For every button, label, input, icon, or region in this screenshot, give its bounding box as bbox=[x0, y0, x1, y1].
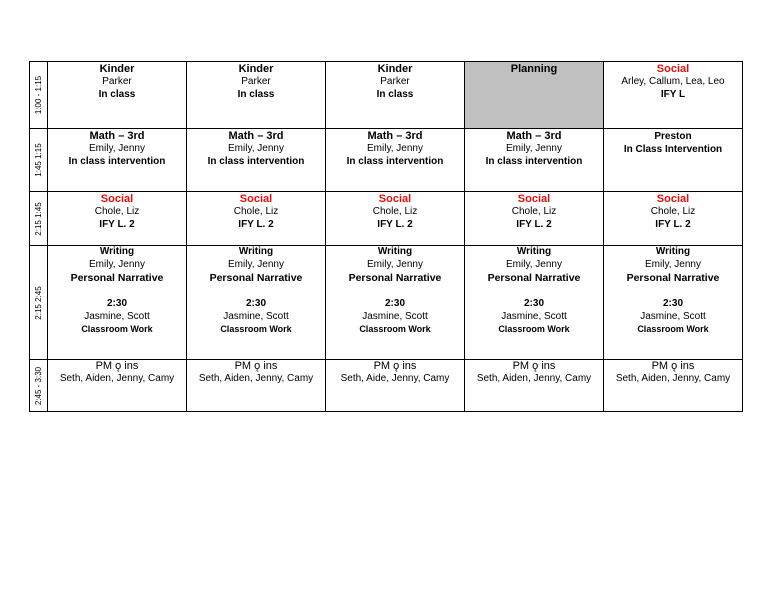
cell-title: Social bbox=[656, 63, 690, 75]
cell-note: In class intervention bbox=[485, 155, 583, 167]
cell-title: Social bbox=[656, 193, 690, 205]
cell-names: Chole, Liz bbox=[372, 206, 418, 217]
schedule-cell bbox=[48, 62, 187, 129]
cell-title: Writing bbox=[655, 246, 691, 257]
cell-names-2: Jasmine, Scott bbox=[501, 310, 567, 322]
cell-title: Social bbox=[517, 193, 551, 205]
schedule-cell bbox=[326, 360, 465, 412]
cell-names: Parker bbox=[380, 76, 410, 87]
cell-time: 2:30 bbox=[384, 298, 405, 309]
time-label: 2:15 2:45 bbox=[30, 246, 48, 360]
cell-title: PM ǫ ins bbox=[234, 360, 278, 372]
cell-title: PM ǫ ins bbox=[95, 360, 139, 372]
schedule-cell bbox=[187, 192, 326, 246]
cell-title: PM ǫ ins bbox=[512, 360, 556, 372]
time-label: 1:00 - 1:15 bbox=[30, 62, 48, 129]
cell-note: In class intervention bbox=[207, 155, 305, 167]
cell-note: Personal Narrative bbox=[70, 272, 164, 284]
cell-time: 2:30 bbox=[106, 298, 127, 309]
planning-cell bbox=[465, 62, 604, 129]
cell-note: Personal Narrative bbox=[209, 272, 303, 284]
schedule-cell bbox=[326, 129, 465, 192]
cell-note: IFY L. 2 bbox=[655, 218, 691, 230]
time-label: 2:45 - 3:30 bbox=[30, 360, 48, 412]
schedule-cell bbox=[187, 62, 326, 129]
cell-title: Social bbox=[100, 193, 134, 205]
cell-time: 2:30 bbox=[245, 298, 266, 309]
schedule-cell bbox=[326, 192, 465, 246]
cell-note: Personal Narrative bbox=[487, 272, 581, 284]
schedule-cell bbox=[604, 360, 743, 412]
cell-title: Writing bbox=[238, 246, 274, 257]
cell-names: Emily, Jenny bbox=[367, 143, 423, 154]
cell-names: Parker bbox=[102, 76, 132, 87]
cell-title: Math – 3rd bbox=[89, 130, 145, 142]
cell-names: Seth, Aide, Jenny, Camy bbox=[340, 372, 450, 384]
time-label: 2:15 1:45 bbox=[30, 192, 48, 246]
cell-note: IFY L. 2 bbox=[238, 218, 274, 230]
cell-names: Emily, Jenny bbox=[228, 258, 284, 270]
cell-names: Arley, Callum, Lea, Leo bbox=[621, 76, 725, 87]
cell-names: Seth, Aiden, Jenny, Camy bbox=[198, 372, 314, 384]
schedule-cell bbox=[187, 129, 326, 192]
cell-names: Emily, Jenny bbox=[645, 258, 701, 270]
schedule-cell bbox=[326, 62, 465, 129]
cell-note: IFY L. 2 bbox=[99, 218, 135, 230]
schedule-row-3 bbox=[30, 192, 743, 246]
cell-note-2: Classroom Work bbox=[220, 324, 292, 334]
cell-names: Seth, Aiden, Jenny, Camy bbox=[59, 372, 175, 384]
cell-title: Planning bbox=[510, 63, 558, 75]
cell-names: Emily, Jenny bbox=[367, 258, 423, 270]
cell-title: Social bbox=[378, 193, 412, 205]
schedule-row-1 bbox=[30, 62, 743, 129]
schedule-cell bbox=[465, 192, 604, 246]
time-label: 1:45 1:15 bbox=[30, 129, 48, 192]
schedule-row-2 bbox=[30, 129, 743, 192]
cell-note: IFY L. 2 bbox=[516, 218, 552, 230]
cell-names-2: Jasmine, Scott bbox=[362, 310, 428, 322]
cell-note: Personal Narrative bbox=[348, 272, 442, 284]
schedule-cell bbox=[187, 360, 326, 412]
cell-note: In class intervention bbox=[346, 155, 444, 167]
cell-names: Emily, Jenny bbox=[228, 143, 284, 154]
cell-names: Parker bbox=[241, 76, 271, 87]
cell-time: 2:30 bbox=[523, 298, 544, 309]
cell-note-2: Classroom Work bbox=[637, 324, 709, 334]
cell-note: Personal Narrative bbox=[626, 272, 720, 284]
schedule-cell bbox=[604, 246, 743, 360]
cell-names-2: Jasmine, Scott bbox=[640, 310, 706, 322]
cell-names: Emily, Jenny bbox=[89, 143, 145, 154]
cell-title: Math – 3rd bbox=[367, 130, 423, 142]
cell-names: Emily, Jenny bbox=[89, 258, 145, 270]
cell-names: Chole, Liz bbox=[94, 206, 140, 217]
cell-note: In class bbox=[98, 88, 136, 100]
schedule-cell bbox=[465, 246, 604, 360]
cell-names: Emily, Jenny bbox=[506, 258, 562, 270]
schedule-cell bbox=[604, 129, 743, 192]
cell-title: Kinder bbox=[377, 63, 413, 75]
schedule-cell bbox=[604, 62, 743, 129]
schedule-cell bbox=[604, 192, 743, 246]
cell-title: Writing bbox=[377, 246, 413, 257]
cell-title: Math – 3rd bbox=[506, 130, 562, 142]
schedule-cell bbox=[465, 360, 604, 412]
cell-note-2: Classroom Work bbox=[498, 324, 570, 334]
cell-title: Kinder bbox=[238, 63, 274, 75]
schedule-cell bbox=[48, 246, 187, 360]
cell-note: In Class Intervention bbox=[623, 143, 723, 155]
cell-note: In class intervention bbox=[68, 155, 166, 167]
cell-note-2: Classroom Work bbox=[81, 324, 153, 334]
schedule-cell bbox=[48, 192, 187, 246]
schedule-cell bbox=[48, 129, 187, 192]
cell-note: In class bbox=[376, 88, 414, 100]
cell-title: PM ǫ ins bbox=[373, 360, 417, 372]
cell-title: Social bbox=[239, 193, 273, 205]
cell-names: Chole, Liz bbox=[650, 206, 696, 217]
schedule-cell bbox=[465, 129, 604, 192]
cell-names: Seth, Aiden, Jenny, Camy bbox=[615, 372, 731, 384]
cell-note-2: Classroom Work bbox=[359, 324, 431, 334]
schedule-row-4 bbox=[30, 246, 743, 360]
cell-note: IFY L bbox=[660, 88, 686, 100]
schedule-row-5 bbox=[30, 360, 743, 412]
cell-note: IFY L. 2 bbox=[377, 218, 413, 230]
schedule-cell bbox=[326, 246, 465, 360]
schedule-cell bbox=[187, 246, 326, 360]
cell-title: PM ǫ ins bbox=[651, 360, 695, 372]
cell-names: Chole, Liz bbox=[511, 206, 557, 217]
cell-title: Math – 3rd bbox=[228, 130, 284, 142]
cell-names-2: Jasmine, Scott bbox=[223, 310, 289, 322]
cell-title: Writing bbox=[99, 246, 135, 257]
cell-names-2: Jasmine, Scott bbox=[84, 310, 150, 322]
cell-names: Seth, Aiden, Jenny, Camy bbox=[476, 372, 592, 384]
schedule-table bbox=[29, 61, 743, 412]
cell-names: Emily, Jenny bbox=[506, 143, 562, 154]
cell-note: In class bbox=[237, 88, 275, 100]
cell-title: Kinder bbox=[99, 63, 135, 75]
cell-title: Preston bbox=[654, 131, 692, 142]
schedule-cell bbox=[48, 360, 187, 412]
cell-time: 2:30 bbox=[662, 298, 683, 309]
cell-title: Writing bbox=[516, 246, 552, 257]
cell-names: Chole, Liz bbox=[233, 206, 279, 217]
